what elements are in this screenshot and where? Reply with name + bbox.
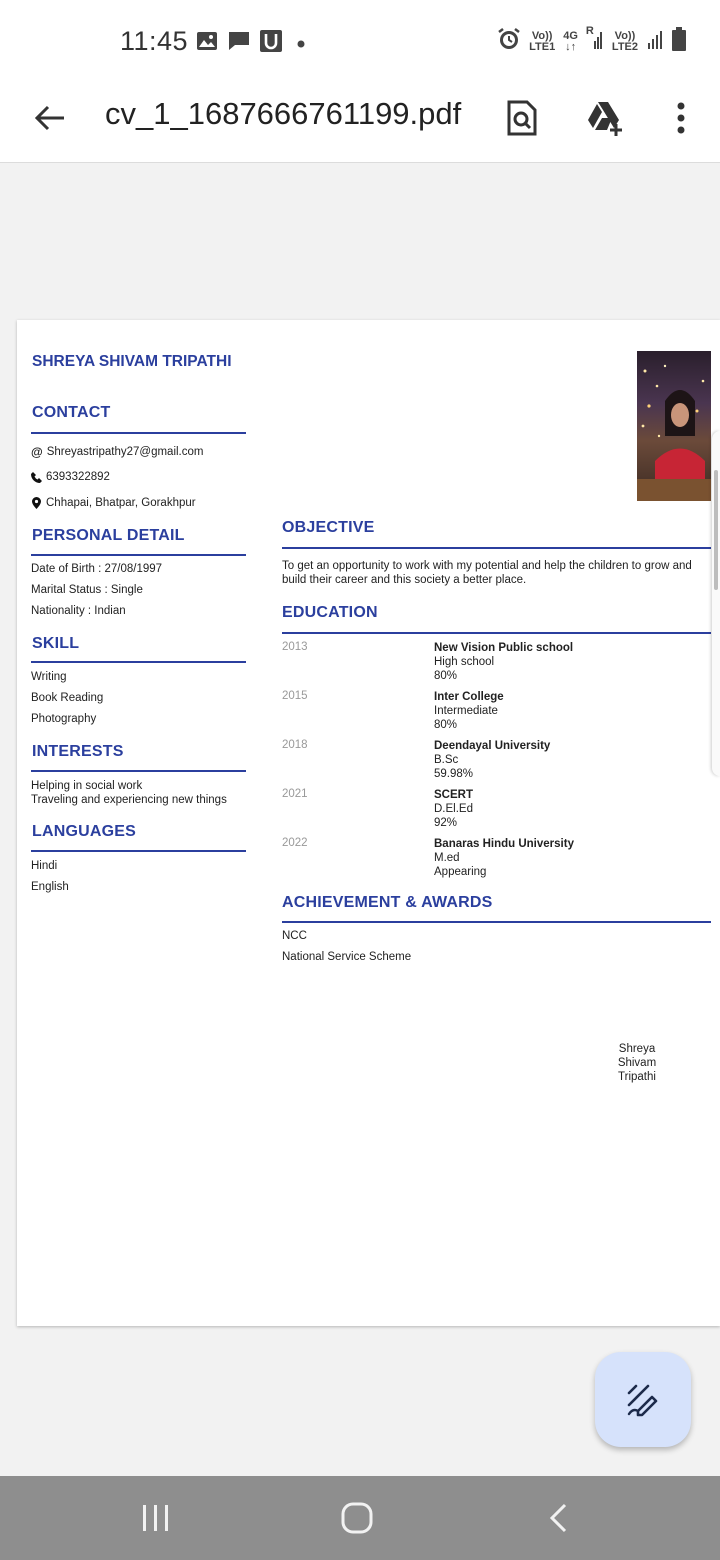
interest-item: Helping in social work — [31, 780, 143, 792]
education-entry: SCERT D.El.Ed 92% — [434, 789, 473, 829]
signal-icon: R — [586, 28, 604, 55]
personal-divider — [31, 554, 246, 556]
education-year: 2015 — [282, 690, 308, 702]
objective-heading: OBJECTIVE — [282, 519, 375, 536]
interest-item: Traveling and experiencing new things — [31, 794, 227, 806]
objective-text-line: To get an opportunity to work with my potential and help the children to grow and — [282, 560, 692, 572]
dot-icon — [297, 35, 305, 53]
recents-button[interactable] — [126, 1494, 186, 1542]
back-button[interactable] — [30, 98, 70, 138]
document-title: cv_1_1687666761199.pdf — [105, 96, 462, 131]
interests-divider — [31, 770, 246, 772]
skill-item: Photography — [31, 713, 97, 725]
sim1-label: Vo)) LTE1 — [529, 29, 556, 53]
contact-email: @ Shreyastripathy27@gmail.com — [31, 445, 204, 459]
achievements-heading: ACHIEVEMENT & AWARDS — [282, 894, 493, 911]
nationality-text: Nationality : Indian — [31, 605, 126, 617]
status-bar — [0, 0, 720, 82]
sim2-label: Vo)) LTE2 — [611, 29, 638, 53]
personal-detail-heading: PERSONAL DETAIL — [32, 527, 185, 544]
contact-phone: 6393322892 — [31, 471, 110, 483]
dob-text: Date of Birth : 27/08/1997 — [31, 563, 163, 575]
at-icon: @ — [31, 445, 43, 459]
skill-divider — [31, 661, 246, 663]
find-in-document-button[interactable] — [498, 94, 546, 142]
phone-icon — [31, 472, 42, 483]
education-entry: Deendayal University B.Sc 59.98% — [434, 740, 551, 780]
annotate-pen-icon — [626, 1383, 660, 1417]
home-icon — [340, 1502, 374, 1534]
achievements-divider — [282, 921, 711, 923]
home-button[interactable] — [327, 1494, 387, 1542]
pdf-page[interactable] — [17, 320, 720, 1326]
signal2-icon — [646, 28, 664, 55]
more-options-button[interactable] — [657, 94, 705, 142]
network-type: 4G ↓↑ — [563, 29, 578, 53]
education-heading: EDUCATION — [282, 604, 378, 621]
interests-heading: INTERESTS — [32, 743, 124, 760]
skill-item: Writing — [31, 671, 67, 683]
save-to-drive-button[interactable] — [582, 94, 630, 142]
navigation-bar — [0, 1476, 720, 1560]
education-entry: New Vision Public school High school 80% — [434, 642, 574, 682]
drive-add-icon — [585, 100, 627, 136]
back-nav-icon — [549, 1503, 569, 1533]
language-item: Hindi — [31, 860, 58, 872]
education-year: 2018 — [282, 739, 308, 751]
battery-icon — [672, 27, 686, 56]
languages-divider — [31, 850, 246, 852]
education-year: 2013 — [282, 641, 308, 653]
chat-icon — [227, 30, 251, 57]
alarm-icon — [497, 27, 521, 56]
skill-heading: SKILL — [32, 635, 80, 652]
notification-icons — [196, 30, 305, 57]
objective-text-line: build their career and this society a better place. — [282, 574, 527, 586]
signature-name: Shreya Shivam Tripathi — [617, 1043, 657, 1083]
objective-divider — [282, 547, 711, 549]
languages-heading: LANGUAGES — [32, 823, 137, 840]
contact-address: Chhapai, Bhatpar, Gorakhpur — [31, 497, 196, 509]
more-vert-icon — [676, 101, 686, 135]
achievement-item: NCC — [282, 930, 307, 942]
skill-item: Book Reading — [31, 692, 104, 704]
arrow-back-icon — [34, 104, 66, 132]
location-pin-icon — [31, 497, 42, 509]
system-status-icons — [497, 27, 686, 56]
annotate-button[interactable] — [595, 1352, 691, 1447]
contact-heading: CONTACT — [32, 404, 111, 421]
recents-icon — [141, 1504, 171, 1532]
scroll-thumb[interactable] — [714, 470, 718, 590]
education-year: 2022 — [282, 837, 308, 849]
education-entry: Inter College Intermediate 80% — [434, 691, 504, 731]
marital-text: Marital Status : Single — [31, 584, 143, 596]
achievement-item: National Service Scheme — [282, 951, 412, 963]
language-item: English — [31, 881, 69, 893]
education-entry: Banaras Hindu University M.ed Appearing — [434, 838, 574, 878]
u-app-icon — [260, 30, 282, 57]
contact-divider — [31, 432, 246, 434]
cv-name: SHREYA SHIVAM TRIPATHI — [32, 353, 232, 370]
back-nav-button[interactable] — [529, 1494, 589, 1542]
image-icon — [196, 31, 218, 56]
app-bar — [0, 82, 720, 163]
search-document-icon — [507, 100, 537, 136]
education-year: 2021 — [282, 788, 308, 800]
education-divider — [282, 632, 711, 634]
status-time: 11:45 — [120, 26, 189, 56]
profile-photo — [637, 351, 711, 501]
